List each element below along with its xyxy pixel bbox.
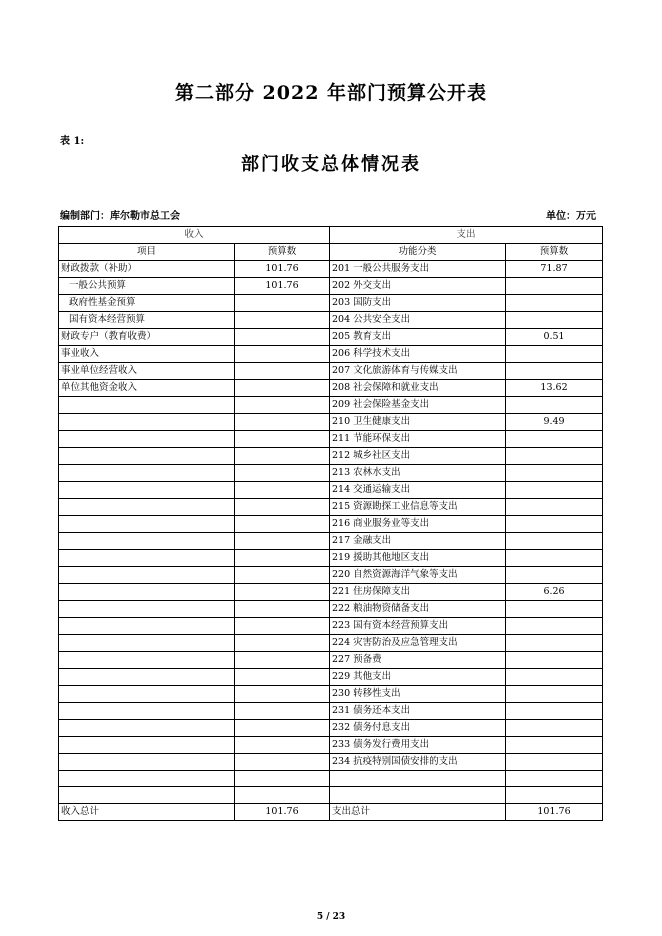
income-value-cell <box>235 465 330 482</box>
expense-item-cell: 222 粮油物资储备支出 <box>330 601 506 618</box>
expense-group-header: 支出 <box>330 227 603 244</box>
expense-item-cell: 214 交通运输支出 <box>330 482 506 499</box>
income-item-cell: 政府性基金预算 <box>59 295 235 312</box>
expense-value-cell <box>506 720 603 737</box>
table-row <box>59 754 603 771</box>
income-item-cell: 事业收入 <box>59 346 235 363</box>
income-value-cell <box>235 720 330 737</box>
expense-value-cell: 6.26 <box>506 584 603 601</box>
expense-item-cell: 209 社会保险基金支出 <box>330 397 506 414</box>
income-item-cell <box>59 720 235 737</box>
expense-item-cell <box>330 787 506 803</box>
income-value-cell <box>235 295 330 312</box>
income-item-cell: 单位其他资金收入 <box>59 380 235 397</box>
expense-item-cell: 204 公共安全支出 <box>330 312 506 329</box>
income-total-label: 收入总计 <box>59 803 235 820</box>
table-row <box>59 482 603 499</box>
income-item-cell <box>59 567 235 584</box>
expense-value-cell <box>506 312 603 329</box>
table-row <box>59 567 603 584</box>
income-budget-header: 预算数 <box>235 244 330 261</box>
expense-item-cell: 219 援助其他地区支出 <box>330 550 506 567</box>
expense-item-cell: 201 一般公共服务支出 <box>330 261 506 278</box>
table-row <box>59 380 603 397</box>
income-value-cell: 101.76 <box>235 278 330 295</box>
expense-item-cell: 221 住房保障支出 <box>330 584 506 601</box>
expense-item-cell: 230 转移性支出 <box>330 686 506 703</box>
budget-table <box>58 226 603 821</box>
table-row <box>59 397 603 414</box>
expense-total-value: 101.76 <box>506 803 603 820</box>
expense-value-cell <box>506 737 603 754</box>
income-value-cell <box>235 669 330 686</box>
income-value-cell <box>235 601 330 618</box>
income-value-cell <box>235 787 330 803</box>
table-row <box>59 720 603 737</box>
income-item-cell <box>59 397 235 414</box>
table-row <box>59 669 603 686</box>
expense-value-cell <box>506 363 603 380</box>
income-value-cell <box>235 635 330 652</box>
expense-value-cell <box>506 635 603 652</box>
income-item-cell <box>59 431 235 448</box>
income-value-cell <box>235 448 330 465</box>
income-item-cell <box>59 414 235 431</box>
table-row <box>59 346 603 363</box>
expense-value-cell: 0.51 <box>506 329 603 346</box>
income-item-cell <box>59 618 235 635</box>
income-item-cell <box>59 652 235 669</box>
table-row <box>59 652 603 669</box>
expense-item-cell: 217 金融支出 <box>330 533 506 550</box>
income-item-cell <box>59 787 235 803</box>
expense-item-cell: 220 自然资源海洋气象等支出 <box>330 567 506 584</box>
expense-value-cell <box>506 787 603 803</box>
income-item-cell <box>59 737 235 754</box>
income-value-cell <box>235 312 330 329</box>
table-row <box>59 431 603 448</box>
income-item-cell <box>59 771 235 787</box>
income-value-cell <box>235 397 330 414</box>
income-value-cell <box>235 329 330 346</box>
table-row <box>59 448 603 465</box>
expense-item-cell: 224 灾害防治及应急管理支出 <box>330 635 506 652</box>
expense-item-cell: 206 科学技术支出 <box>330 346 506 363</box>
income-value-cell: 101.76 <box>235 261 330 278</box>
income-value-cell <box>235 550 330 567</box>
income-group-header: 收入 <box>59 227 330 244</box>
income-item-cell <box>59 482 235 499</box>
income-item-cell: 国有资本经营预算 <box>59 312 235 329</box>
income-value-cell <box>235 703 330 720</box>
income-item-cell <box>59 550 235 567</box>
expense-item-cell: 202 外交支出 <box>330 278 506 295</box>
income-item-cell <box>59 465 235 482</box>
totals-row <box>59 803 603 820</box>
income-item-cell: 一般公共预算 <box>59 278 235 295</box>
income-item-cell <box>59 669 235 686</box>
income-value-cell <box>235 499 330 516</box>
table-title: 部门收支总体情况表 <box>241 154 421 175</box>
income-value-cell <box>235 737 330 754</box>
table-row <box>59 584 603 601</box>
table-row <box>59 550 603 567</box>
table-row <box>59 499 603 516</box>
table-row <box>59 737 603 754</box>
income-item-cell: 事业单位经营收入 <box>59 363 235 380</box>
expense-item-cell: 205 教育支出 <box>330 329 506 346</box>
expense-value-cell <box>506 652 603 669</box>
page-number: 5 / 23 <box>316 912 346 922</box>
expense-value-cell <box>506 601 603 618</box>
table-row <box>59 771 603 787</box>
expense-value-cell <box>506 499 603 516</box>
table-row <box>59 601 603 618</box>
table-row <box>59 787 603 803</box>
income-item-cell <box>59 754 235 771</box>
income-value-cell <box>235 346 330 363</box>
expense-value-cell <box>506 431 603 448</box>
table-row <box>59 312 603 329</box>
expense-total-label: 支出总计 <box>330 803 506 820</box>
income-value-cell <box>235 516 330 533</box>
expense-value-cell <box>506 686 603 703</box>
expense-value-cell <box>506 346 603 363</box>
expense-item-cell: 232 债务付息支出 <box>330 720 506 737</box>
income-item-cell <box>59 448 235 465</box>
income-total-value: 101.76 <box>235 803 330 820</box>
expense-value-cell <box>506 533 603 550</box>
function-class-header: 功能分类 <box>330 244 506 261</box>
income-value-cell <box>235 652 330 669</box>
income-value-cell <box>235 533 330 550</box>
table-row <box>59 329 603 346</box>
expense-value-cell <box>506 482 603 499</box>
part-title: 第二部分 2022 年部门预算公开表 <box>174 82 488 104</box>
income-item-cell <box>59 703 235 720</box>
expense-value-cell <box>506 618 603 635</box>
expense-value-cell <box>506 397 603 414</box>
department-label: 编制部门：库尔勒市总工会 <box>60 211 180 222</box>
expense-value-cell <box>506 669 603 686</box>
expense-value-cell: 13.62 <box>506 380 603 397</box>
expense-item-cell: 203 国防支出 <box>330 295 506 312</box>
income-value-cell <box>235 754 330 771</box>
expense-item-cell: 213 农林水支出 <box>330 465 506 482</box>
expense-value-cell <box>506 448 603 465</box>
group-header-row <box>59 227 603 244</box>
expense-item-cell: 227 预备费 <box>330 652 506 669</box>
expense-item-cell: 216 商业服务业等支出 <box>330 516 506 533</box>
expense-item-cell: 210 卫生健康支出 <box>330 414 506 431</box>
income-value-cell <box>235 482 330 499</box>
expense-item-cell: 234 抗疫特别国债安排的支出 <box>330 754 506 771</box>
table-row <box>59 278 603 295</box>
table-row <box>59 414 603 431</box>
table-row <box>59 465 603 482</box>
column-header-row <box>59 244 603 261</box>
expense-item-cell: 233 债务发行费用支出 <box>330 737 506 754</box>
table-row <box>59 363 603 380</box>
expense-value-cell <box>506 703 603 720</box>
expense-item-cell: 208 社会保障和就业支出 <box>330 380 506 397</box>
item-header: 项目 <box>59 244 235 261</box>
income-value-cell <box>235 618 330 635</box>
expense-value-cell <box>506 550 603 567</box>
expense-item-cell: 211 节能环保支出 <box>330 431 506 448</box>
income-item-cell: 财政专户（教育收费） <box>59 329 235 346</box>
table-row <box>59 618 603 635</box>
expense-item-cell: 207 文化旅游体育与传媒支出 <box>330 363 506 380</box>
expense-value-cell: 9.49 <box>506 414 603 431</box>
table-row <box>59 686 603 703</box>
expense-value-cell <box>506 567 603 584</box>
expense-value-cell <box>506 771 603 787</box>
expense-item-cell: 229 其他支出 <box>330 669 506 686</box>
income-item-cell <box>59 533 235 550</box>
income-item-cell <box>59 584 235 601</box>
table-row <box>59 261 603 278</box>
expense-value-cell: 71.87 <box>506 261 603 278</box>
income-value-cell <box>235 686 330 703</box>
income-item-cell: 财政拨款（补助） <box>59 261 235 278</box>
table-row <box>59 635 603 652</box>
table-number: 表 1: <box>60 136 85 147</box>
table-row <box>59 533 603 550</box>
expense-item-cell: 215 资源勘探工业信息等支出 <box>330 499 506 516</box>
table-row <box>59 703 603 720</box>
unit-label: 单位：万元 <box>546 211 596 222</box>
table-row <box>59 516 603 533</box>
expense-item-cell <box>330 771 506 787</box>
expense-budget-header: 预算数 <box>506 244 603 261</box>
income-value-cell <box>235 567 330 584</box>
income-value-cell <box>235 431 330 448</box>
income-value-cell <box>235 584 330 601</box>
expense-item-cell: 223 国有资本经营预算支出 <box>330 618 506 635</box>
expense-value-cell <box>506 295 603 312</box>
income-value-cell <box>235 414 330 431</box>
income-item-cell <box>59 635 235 652</box>
income-value-cell <box>235 380 330 397</box>
expense-value-cell <box>506 516 603 533</box>
income-item-cell <box>59 516 235 533</box>
expense-item-cell: 231 债务还本支出 <box>330 703 506 720</box>
income-item-cell <box>59 601 235 618</box>
expense-item-cell: 212 城乡社区支出 <box>330 448 506 465</box>
table-row <box>59 295 603 312</box>
expense-value-cell <box>506 465 603 482</box>
expense-value-cell <box>506 278 603 295</box>
income-item-cell <box>59 499 235 516</box>
expense-value-cell <box>506 754 603 771</box>
income-value-cell <box>235 771 330 787</box>
income-item-cell <box>59 686 235 703</box>
income-value-cell <box>235 363 330 380</box>
